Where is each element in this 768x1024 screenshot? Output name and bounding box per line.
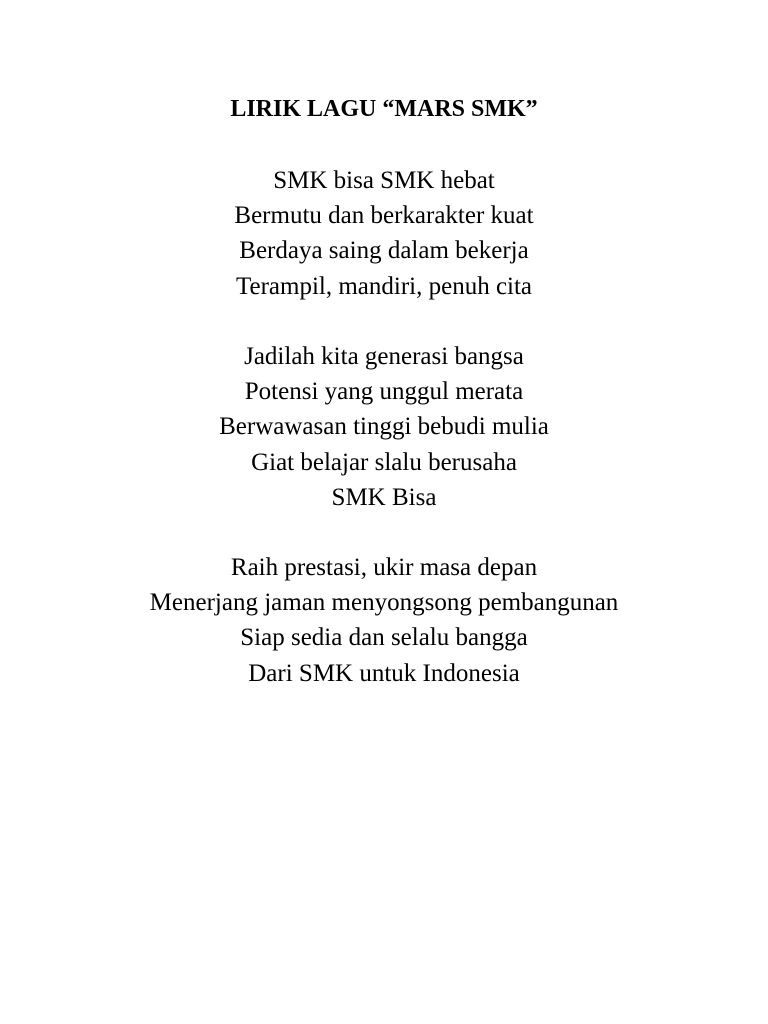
- lyric-line: Terampil, mandiri, penuh cita: [235, 272, 533, 300]
- stanza-1: [0, 163, 768, 304]
- lyric-line: Potensi yang unggul merata: [244, 378, 524, 406]
- lyric-line: Bermutu dan berkarakter kuat: [234, 202, 534, 230]
- lyric-line: Berdaya saing dalam bekerja: [239, 237, 529, 265]
- lyric-line: Dari SMK untuk Indonesia: [248, 659, 520, 687]
- lyric-line: Jadilah kita generasi bangsa: [244, 343, 524, 370]
- song-title: LIRIK LAGU “MARS SMK”: [230, 96, 538, 122]
- stanza-2: [0, 339, 768, 515]
- lyric-line: Berwawasan tinggi bebudi mulia: [219, 413, 549, 441]
- lyric-line: SMK Bisa: [331, 483, 437, 511]
- stanza-3: [0, 550, 768, 691]
- lyric-line: Menerjang jaman menyongsong pembangunan: [149, 589, 619, 617]
- lyric-line: Raih prestasi, ukir masa depan: [230, 554, 538, 581]
- lyric-line: SMK bisa SMK hebat: [273, 167, 495, 194]
- lyric-line: Giat belajar slalu berusaha: [251, 448, 517, 476]
- lyric-line: Siap sedia dan selalu bangga: [240, 624, 528, 652]
